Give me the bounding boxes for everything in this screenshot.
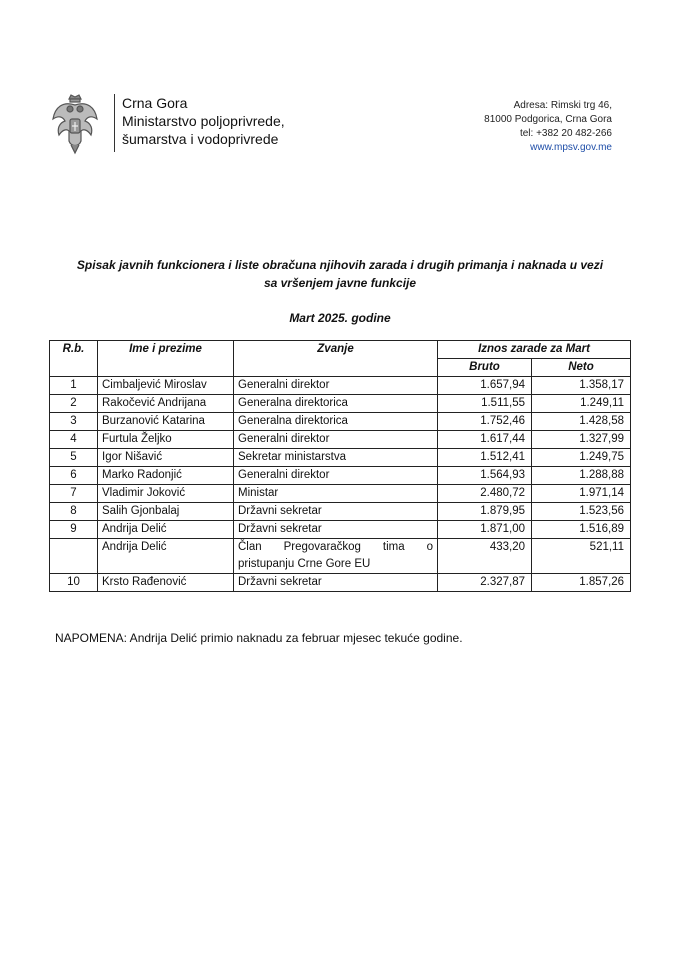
row-gross: 1.657,94: [438, 377, 532, 395]
row-name: Rakočević Andrijana: [98, 395, 234, 413]
header-rb: R.b.: [50, 341, 98, 377]
row-gross: 1.871,00: [438, 521, 532, 539]
document-period: Mart 2025. godine: [289, 311, 391, 325]
row-gross: 433,20: [438, 539, 532, 574]
row-net: 1.857,26: [532, 574, 631, 592]
row-gross: 1.879,95: [438, 503, 532, 521]
table-row: [50, 467, 631, 485]
table-row: [50, 431, 631, 449]
row-net: 1.327,99: [532, 431, 631, 449]
row-title: Generalni direktor: [234, 431, 438, 449]
header-title: Zvanje: [234, 341, 438, 377]
row-net: 1.249,75: [532, 449, 631, 467]
table-row: [50, 413, 631, 431]
row-net: 1.516,89: [532, 521, 631, 539]
phone-line: tel: +382 20 482-266: [519, 128, 612, 139]
row-number: 2: [50, 395, 98, 413]
row-gross: 2.327,87: [438, 574, 532, 592]
row-name: Igor Nišavić: [98, 449, 234, 467]
table-row: [50, 377, 631, 395]
header-net: Neto: [532, 359, 631, 377]
header-name: Ime i prezime: [98, 341, 234, 377]
row-title: Sekretar ministarstva: [234, 449, 438, 467]
row-number: 10: [50, 574, 98, 592]
table-row: [50, 503, 631, 521]
row-name: Salih Gjonbalaj: [98, 503, 234, 521]
title-line-1: Spisak javnih funkcionera i liste obračuna njihovih zarada i drugih primanja i naknada u vezi: [76, 258, 604, 272]
table-row: [50, 485, 631, 503]
row-title: Generalna direktorica: [234, 395, 438, 413]
row-name: Andrija Delić: [98, 521, 234, 539]
row-number: 4: [50, 431, 98, 449]
row-name: Burzanović Katarina: [98, 413, 234, 431]
row-number: 1: [50, 377, 98, 395]
table-row: [50, 574, 631, 592]
row-title: Državni sekretar: [234, 521, 438, 539]
row-gross: 1.512,41: [438, 449, 532, 467]
row-name: Vladimir Joković: [98, 485, 234, 503]
row-net: 521,11: [532, 539, 631, 574]
row-title: Državni sekretar: [234, 574, 438, 592]
address-line: Adresa: Rimski trg 46,: [513, 100, 612, 111]
row-net: 1.523,56: [532, 503, 631, 521]
row-number: 5: [50, 449, 98, 467]
footnote: NAPOMENA: Andrija Delić primio naknadu za februar mjesec tekuće godine.: [55, 631, 463, 645]
row-net: 1.358,17: [532, 377, 631, 395]
website-link[interactable]: www.mpsv.gov.me: [530, 142, 612, 153]
row-title: Generalna direktorica: [234, 413, 438, 431]
row-name: Andrija Delić: [98, 539, 234, 574]
row-net: 1.971,14: [532, 485, 631, 503]
row-number: [50, 539, 98, 574]
header-gross: Bruto: [438, 359, 532, 377]
row-title: Državni sekretar: [234, 503, 438, 521]
row-gross: 2.480,72: [438, 485, 532, 503]
contact-block: [484, 99, 612, 155]
table-row: [50, 449, 631, 467]
row-title: Član Pregovaračkog tima o pristupanju Crne Gore EU: [234, 539, 438, 574]
row-title: Generalni direktor: [234, 377, 438, 395]
salary-table: [49, 340, 631, 592]
table-row: [50, 539, 631, 574]
row-number: 7: [50, 485, 98, 503]
org-line-ministry-cont: šumarstva i vodoprivrede: [122, 131, 279, 147]
row-net: 1.249,11: [532, 395, 631, 413]
row-gross: 1.617,44: [438, 431, 532, 449]
org-line-ministry: Ministarstvo poljoprivrede,: [122, 113, 285, 129]
title-line-2: sa vršenjem javne funkcije: [263, 276, 417, 290]
header-amount: Iznos zarade za Mart: [438, 341, 631, 359]
row-number: 9: [50, 521, 98, 539]
table-row: [50, 521, 631, 539]
table-header-row: [50, 341, 631, 359]
row-gross: 1.511,55: [438, 395, 532, 413]
row-title: Generalni direktor: [234, 467, 438, 485]
city-line: 81000 Podgorica, Crna Gora: [484, 114, 612, 125]
row-name: Marko Radonjić: [98, 467, 234, 485]
row-name: Krsto Rađenović: [98, 574, 234, 592]
row-net: 1.288,88: [532, 467, 631, 485]
document-title: [50, 256, 630, 292]
row-number: 3: [50, 413, 98, 431]
row-net: 1.428,58: [532, 413, 631, 431]
row-title: Ministar: [234, 485, 438, 503]
row-gross: 1.752,46: [438, 413, 532, 431]
header-divider: [114, 94, 115, 152]
table-row: [50, 395, 631, 413]
coat-of-arms-icon: [51, 93, 99, 157]
row-number: 8: [50, 503, 98, 521]
row-gross: 1.564,93: [438, 467, 532, 485]
row-name: Cimbaljević Miroslav: [98, 377, 234, 395]
row-name: Furtula Željko: [98, 431, 234, 449]
org-line-country: Crna Gora: [122, 95, 188, 111]
row-number: 6: [50, 467, 98, 485]
organization-name: [122, 94, 285, 148]
